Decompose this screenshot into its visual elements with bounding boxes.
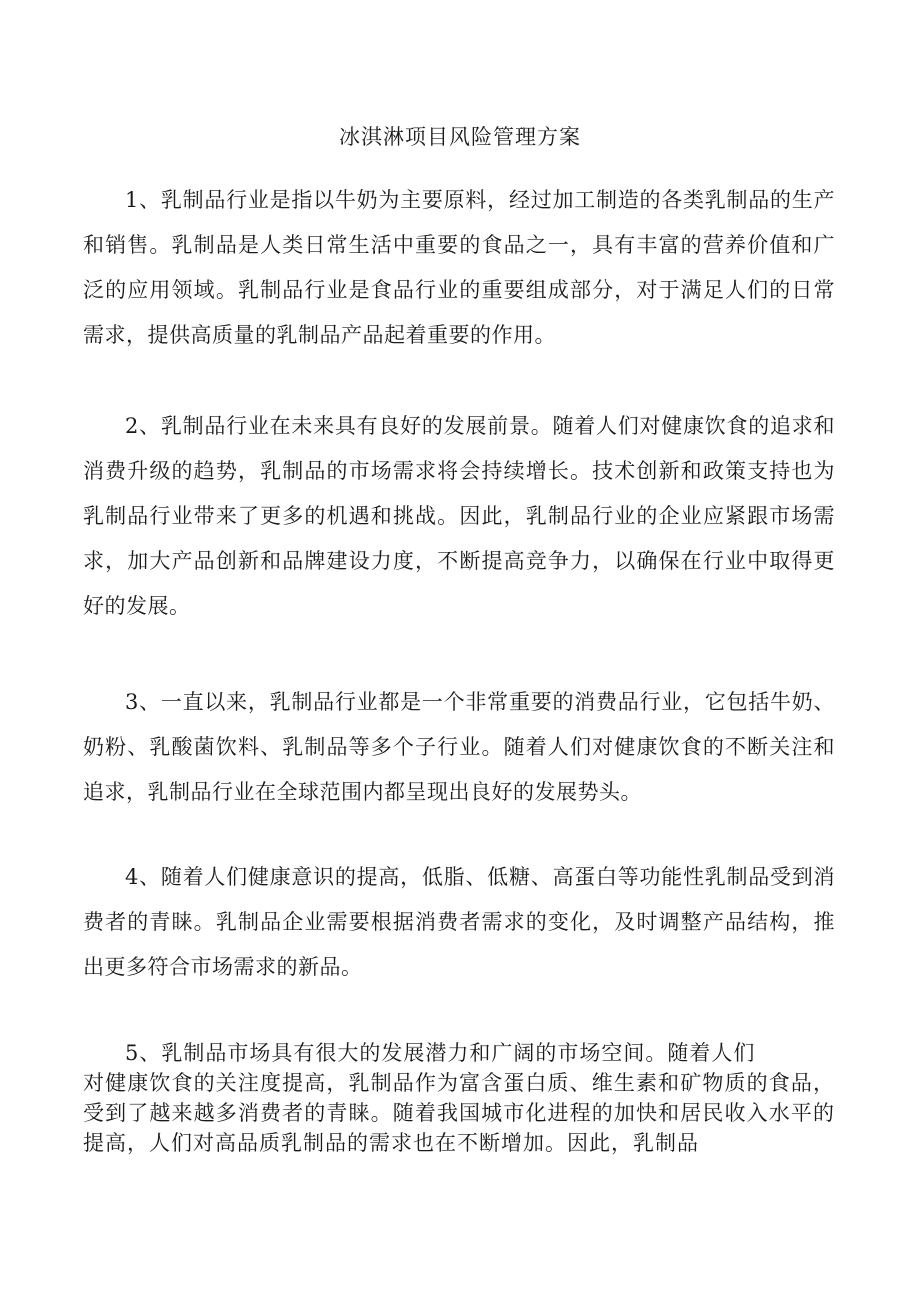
document-title: 冰淇淋项目风险管理方案 <box>339 125 581 149</box>
paragraph-5-first-line: 5、乳制品市场具有很大的发展潜力和广阔的市场空间。随着人们 <box>125 1041 756 1065</box>
paragraph-5-body: 对健康饮食的关注度提高，乳制品作为富含蛋白质、维生素和矿物质的食品，受到了越来越多消费者的青睐。随着我国城市化进程的加快和居民收入水平的提高，人们对高品质乳制品的需求也在不断增加。因此，乳制品 <box>83 1071 835 1155</box>
paragraph-1: 1、乳制品行业是指以牛奶为主要原料，经过加工制造的各类乳制品的生产和销售。乳制品是人类日常生活中重要的食品之一，具有丰富的营养价值和广泛的应用领域。乳制品行业是食品行业的重要组成部分，对于满足人们的日常需求，提供高质量的乳制品产品起着重要的作用。 <box>83 188 835 347</box>
paragraph-4: 4、随着人们健康意识的提高，低脂、低糖、高蛋白等功能性乳制品受到消费者的青睐。乳制品企业需要根据消费者需求的变化，及时调整产品结构，推出更多符合市场需求的新品。 <box>83 865 835 979</box>
paragraph-5 <box>83 1038 835 1158</box>
paragraph-2: 2、乳制品行业在未来具有良好的发展前景。随着人们对健康饮食的追求和消费升级的趋势，乳制品的市场需求将会持续增长。技术创新和政策支持也为乳制品行业带来了更多的机遇和挑战。因此，乳制品行业的企业应紧跟市场需求，加大产品创新和品牌建设力度，不断提高竞争力，以确保在行业中取得更好的发展。 <box>83 414 835 618</box>
paragraph-3: 3、一直以来，乳制品行业都是一个非常重要的消费品行业，它包括牛奶、奶粉、乳酸菌饮料、乳制品等多个子行业。随着人们对健康饮食的不断关注和追求，乳制品行业在全球范围内都呈现出良好的发展势头。 <box>83 690 835 804</box>
